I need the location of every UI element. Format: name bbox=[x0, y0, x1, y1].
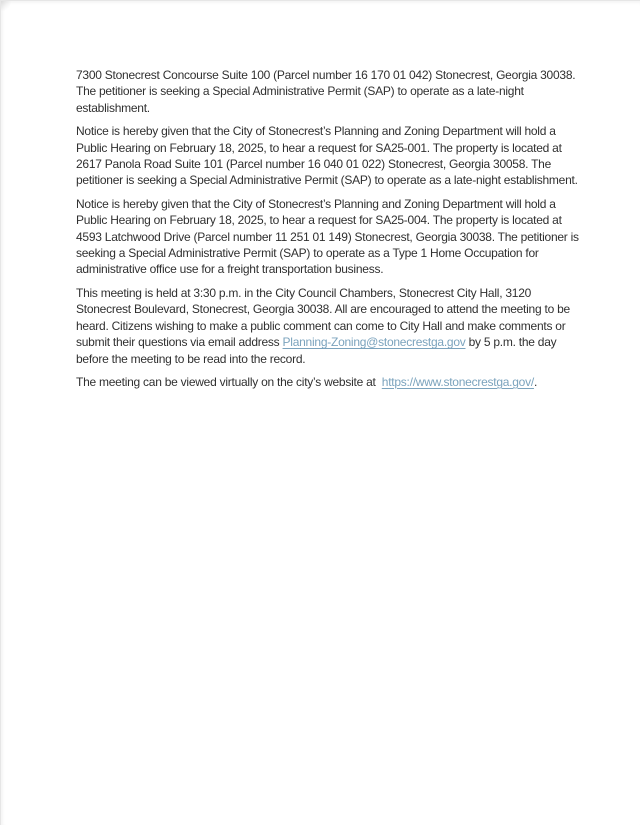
text-run: 7300 Stonecrest Concourse Suite 100 (Parcel number 16 170 01 042) Stonecrest, Georgia 30038. bbox=[76, 68, 576, 82]
text-run: Notice is hereby given that the City of Stonecrest’s Planning and Zoning Department will hold a bbox=[76, 196, 556, 211]
text-run: This meeting is held at 3:30 p.m. in the City Council Chambers, Stonecrest City Hall, 3120 bbox=[76, 285, 532, 300]
text-run: establishment. bbox=[76, 100, 150, 115]
document-body bbox=[76, 67, 581, 397]
text-run: Notice is hereby given that the City of Stonecrest’s Planning and Zoning Department will hold a bbox=[76, 124, 556, 139]
text-run: by 5 p.m. the day bbox=[465, 335, 557, 350]
text-run: submit their questions via email address bbox=[76, 335, 283, 350]
text-run: petitioner is seeking a Special Administrative Permit (SAP) to operate as a late-night establishment. bbox=[76, 173, 578, 188]
text-run: Public Hearing on February 18, 2025, to hear a request for SA25-004. The property is located at bbox=[76, 213, 562, 228]
stonecrestga-website-link[interactable]: https://www.stonecrestga.gov/ bbox=[381, 374, 534, 389]
text-run: The meeting can be viewed virtually on the city’s website at bbox=[76, 374, 382, 389]
page-corner-shadow bbox=[1, 1, 11, 11]
text-line bbox=[76, 100, 581, 116]
paragraph bbox=[76, 123, 581, 189]
text-run: before the meeting to be read into the record. bbox=[76, 351, 306, 366]
paragraph bbox=[76, 285, 581, 367]
text-run: heard. Citizens wishing to make a public comment can come to City Hall and make comments or bbox=[76, 318, 566, 333]
text-line bbox=[76, 67, 581, 83]
planning-zoning-email-link[interactable]: Planning-Zoning@stonecrestga.gov bbox=[282, 335, 466, 350]
text-run: . bbox=[533, 374, 538, 389]
text-run: administrative office use for a freight transportation business. bbox=[76, 262, 384, 277]
text-line bbox=[76, 351, 581, 367]
text-line bbox=[76, 318, 581, 334]
text-line bbox=[76, 123, 581, 139]
text-line bbox=[76, 140, 581, 156]
text-line bbox=[76, 196, 581, 212]
text-line bbox=[76, 285, 581, 301]
text-run: The petitioner is seeking a Special Administrative Permit (SAP) to operate as a late-night bbox=[76, 84, 524, 99]
text-line bbox=[76, 245, 581, 261]
paragraph bbox=[76, 196, 581, 278]
paragraph bbox=[76, 67, 581, 116]
paragraph bbox=[76, 374, 581, 390]
text-line bbox=[76, 83, 581, 99]
text-run: 4593 Latchwood Drive (Parcel number 11 251 01 149) Stonecrest, Georgia 30038. The petitioner is bbox=[76, 229, 579, 244]
text-run: Stonecrest Boulevard, Stonecrest, Georgia 30038. All are encouraged to attend the meeting to be bbox=[76, 302, 570, 317]
text-line bbox=[76, 229, 581, 245]
text-line bbox=[76, 374, 581, 390]
text-line bbox=[76, 261, 581, 277]
text-line bbox=[76, 212, 581, 228]
text-line bbox=[76, 301, 581, 317]
text-run: seeking a Special Administrative Permit (SAP) to operate as a Type 1 Home Occupation for bbox=[76, 246, 539, 261]
text-line bbox=[76, 156, 581, 172]
text-line bbox=[76, 334, 581, 350]
text-run: 2617 Panola Road Suite 101 (Parcel number 16 040 01 022) Stonecrest, Georgia 30058. The bbox=[76, 157, 552, 172]
text-run: Public Hearing on February 18, 2025, to hear a request for SA25-001. The property is located at bbox=[76, 140, 562, 155]
text-line bbox=[76, 172, 581, 188]
